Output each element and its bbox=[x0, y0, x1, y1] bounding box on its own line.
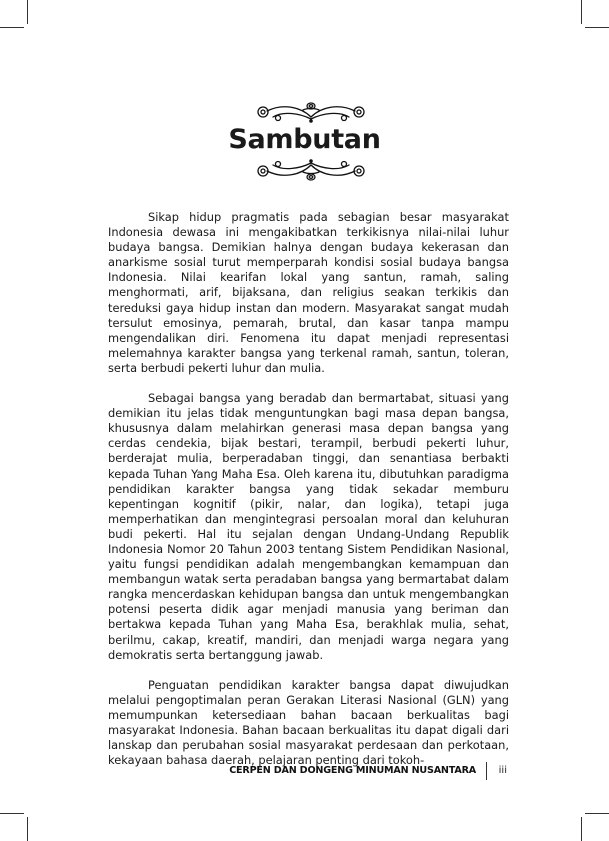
page-title: Sambutan bbox=[228, 124, 381, 155]
paragraph-2: Sebagai bangsa yang beradab dan bermartabat, situasi yang demikian itu jelas tidak menguntungkan bagi masa depan bangsa, khususnya dalam melahirkan generasi masa depan bangsa yang cerdas cendekia, bijak bestari, terampil, berbudi pekerti luhur, berderajat mulia, berperadaban tinggi, dan senantiasa berbakti kepada Tuhan Yang Maha Esa. Oleh karena itu, dibutuhkan paradigma pendidikan karakter bangsa yang tidak sekadar memburu kepentingan kognitif (pikir, nalar, dan logika), tetapi juga memperhatikan dan mengintegrasi persoalan moral dan keluhuran budi pekerti. Hal itu sejalan dengan Undang-Undang Republik Indonesia Nomor 20 Tahun 2003 tentang Sistem Pendidikan Nasional, yaitu fungsi pendidikan adalah mengembangkan kemampuan dan membangun watak serta peradaban bangsa yang bermartabat dalam rangka mencerdaskan kehidupan bangsa dan untuk mengembangkan potensi peserta didik agar menjadi manusia yang beriman dan bertakwa kepada Tuhan yang Maha Esa, berakhlak mulia, sehat, berilmu, cakap, kreatif, mandiri, dan menjadi warga negara yang demokratis serta bertanggung jawab. bbox=[108, 391, 509, 662]
page-number: iii bbox=[498, 765, 507, 776]
paragraph-3: Penguatan pendidikan karakter bangsa dapat diwujudkan melalui pengoptimalan peran Gerakan Literasi Nasional (GLN) yang memumpunkan ketersediaan bahan bacaan berkualitas bagi masyarakat Indonesia. Bahan bacaan berkualitas itu dapat digali dari lanskap dan perubahan sosial masyarakat perdesaan dan perkotaan, kekayaan bahasa daerah, pelajaran penting dari tokoh- bbox=[108, 677, 509, 768]
footer-book-title: CERPEN DAN DONGENG MINUMAN NUSANTARA bbox=[229, 765, 476, 776]
top-scroll-ornament-icon bbox=[253, 97, 369, 125]
body-text bbox=[108, 210, 509, 783]
bottom-scroll-ornament-icon bbox=[253, 157, 369, 185]
footer-divider bbox=[486, 762, 487, 780]
paragraph-1: Sikap hidup pragmatis pada sebagian besar masyarakat Indonesia dewasa ini mengakibatkan terkikisnya nilai-nilai luhur budaya bangsa. Demikian halnya dengan budaya kekerasan dan anarkisme sosial turut memperparah kondisi sosial budaya bangsa Indonesia. Nilai kearifan lokal yang santun, ramah, saling menghormati, arif, bijaksana, dan religius seakan terkikis dan tereduksi gaya hidup instan dan modern. Masyarakat sangat mudah tersulut emosinya, pemarah, brutal, dan kasar tanpa mampu mengendalikan diri. Fenomena itu dapat menjadi representasi melemahnya karakter bangsa yang terkenal ramah, santun, toleran, serta berbudi pekerti luhur dan mulia. bbox=[108, 210, 509, 375]
page-footer bbox=[229, 762, 510, 782]
